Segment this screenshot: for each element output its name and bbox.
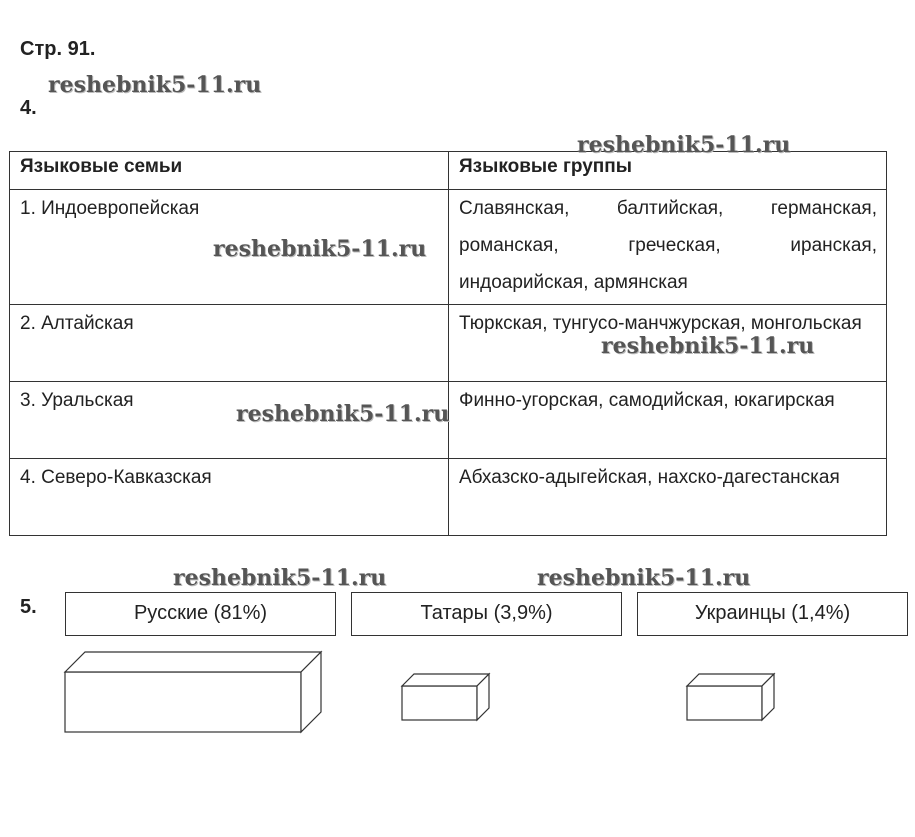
people-label-tatars: Татары (3,9%): [351, 592, 622, 636]
family-cell: 2. Алтайская: [10, 305, 449, 382]
people-label-russians: Русские (81%): [65, 592, 336, 636]
watermark: reshebnik5-11.ru: [48, 72, 262, 98]
family-cell: 3. Уральская: [10, 382, 449, 459]
watermark: reshebnik5-11.ru: [537, 565, 751, 591]
groups-cell: Тюркская, тунгусо-манчжурская, монгольская: [449, 305, 887, 382]
watermark: reshebnik5-11.ru: [173, 565, 387, 591]
box-ukrainians-top: [687, 674, 774, 686]
box-ukrainians-front: [687, 686, 762, 720]
task-5-number: 5.: [20, 596, 37, 618]
box-russians-top: [65, 652, 321, 672]
box-russians: [65, 652, 321, 732]
watermark: reshebnik5-11.ru: [213, 236, 427, 262]
task-4-number: 4.: [20, 97, 37, 119]
groups-cell: Славянская, балтийская, германская, романская, греческая, иранская, индоарийская, армянская: [449, 190, 887, 305]
box-tatars-front: [402, 686, 477, 720]
box-ukrainians: [687, 674, 774, 720]
groups-cell: Финно-угорская, самодийская, юкагирская: [449, 382, 887, 459]
watermark: reshebnik5-11.ru: [236, 401, 450, 427]
page-reference: Стр. 91.: [20, 38, 96, 60]
family-cell: 1. Индоевропейская: [10, 190, 449, 305]
people-label-ukrainians: Украинцы (1,4%): [637, 592, 908, 636]
box-tatars: [402, 674, 489, 720]
watermark: reshebnik5-11.ru: [601, 333, 815, 359]
box-tatars-top: [402, 674, 489, 686]
watermark: reshebnik5-11.ru: [577, 132, 791, 158]
header-families: Языковые семьи: [10, 152, 449, 190]
family-cell: 4. Северо-Кавказская: [10, 459, 449, 536]
box-russians-front: [65, 672, 301, 732]
groups-cell: Абхазско-адыгейская, нахско-дагестанская: [449, 459, 887, 536]
header-groups: Языковые группы: [449, 152, 887, 190]
